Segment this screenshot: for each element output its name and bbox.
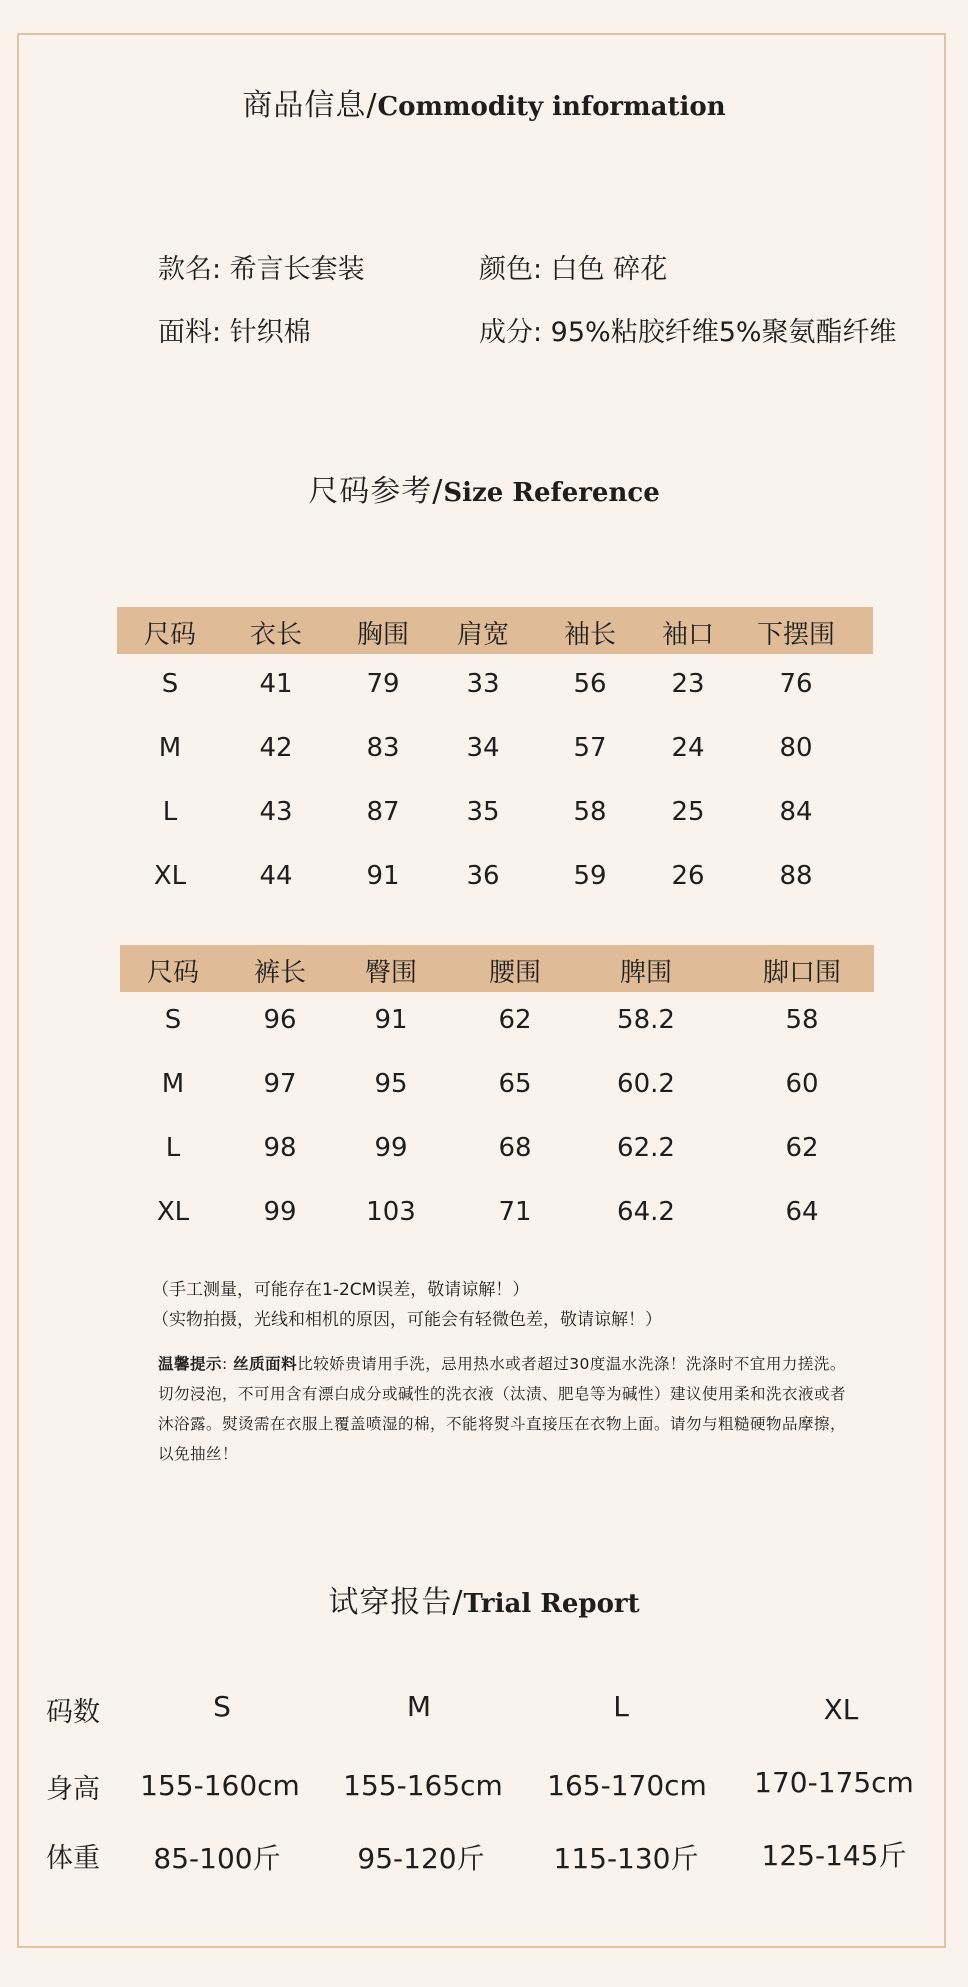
table-cell: 62 [785, 1133, 819, 1163]
table-cell: 84 [779, 797, 813, 827]
table-cell: 56 [573, 669, 607, 699]
table-cell: 99 [374, 1133, 408, 1163]
table-cell: 97 [263, 1069, 297, 1099]
trial-weight: 95-120斤 [357, 1842, 485, 1875]
table-cell: 76 [779, 669, 813, 699]
table-cell: 64 [785, 1197, 819, 1227]
size-label-cell: XL [153, 861, 187, 891]
trial-size: L [613, 1690, 629, 1723]
table-cell: 91 [366, 861, 400, 891]
trial-height: 155-165cm [343, 1769, 503, 1802]
table-cell: 91 [374, 1005, 408, 1035]
care-tip-label: 温馨提示 [158, 1355, 223, 1373]
table-cell: 59 [573, 861, 607, 891]
table-cell: 58 [573, 797, 607, 827]
table-cell: 98 [263, 1133, 297, 1163]
trial-label-weight: 体重 [46, 1843, 100, 1874]
trial-report-title-en: Trial Report [463, 1589, 640, 1619]
trial-weight: 125-145斤 [761, 1839, 907, 1872]
trial-size: XL [823, 1693, 859, 1726]
size-reference-title-cn: 尺码参考/ [308, 474, 444, 509]
column-header: 臀围 [364, 958, 418, 988]
trial-report-title [0, 1577, 968, 1621]
top-size-table [117, 607, 873, 907]
table-cell: 41 [259, 669, 293, 699]
care-tip-sep: : [222, 1355, 234, 1373]
care-tip-bold: 丝质面料 [233, 1355, 298, 1373]
size-reference-title [0, 466, 968, 510]
trial-size: S [213, 1690, 231, 1723]
column-header: 袖口 [661, 620, 715, 650]
table-cell: 44 [259, 861, 293, 891]
column-header: 袖长 [563, 620, 617, 650]
color-info: 颜色: 白色 碎花 [479, 254, 668, 285]
table-cell: 34 [466, 733, 500, 763]
commodity-title-en: Commodity information [377, 92, 726, 122]
style-name: 款名: 希言长套装 [158, 254, 365, 285]
table-cell: 24 [671, 733, 705, 763]
table-cell: 80 [779, 733, 813, 763]
table-cell: 99 [263, 1197, 297, 1227]
table-cell: 83 [366, 733, 400, 763]
column-header: 腰围 [488, 958, 542, 988]
table-cell: 36 [466, 861, 500, 891]
fabric-info: 面料: 针织棉 [158, 317, 311, 348]
table-cell: 42 [259, 733, 293, 763]
size-label-cell: XL [156, 1197, 190, 1227]
table-cell: 62 [498, 1005, 532, 1035]
trial-size: M [406, 1690, 432, 1723]
column-header: 尺码 [143, 620, 197, 650]
table-cell: 79 [366, 669, 400, 699]
table-cell: 96 [263, 1005, 297, 1035]
care-tip [158, 1349, 848, 1469]
table-cell: 60 [785, 1069, 819, 1099]
composition-info: 成分: 95%粘胶纤维5%聚氨酯纤维 [479, 317, 897, 348]
column-header: 衣长 [249, 620, 303, 650]
trial-weight: 85-100斤 [153, 1842, 281, 1875]
column-header: 胸围 [356, 620, 410, 650]
column-header: 尺码 [146, 958, 200, 988]
size-label-cell: L [162, 797, 178, 827]
column-header: 裤长 [253, 958, 307, 988]
trial-label-height: 身高 [46, 1774, 100, 1805]
table-cell: 65 [498, 1069, 532, 1099]
trial-height: 165-170cm [547, 1769, 707, 1802]
table-cell: 57 [573, 733, 607, 763]
table-cell: 26 [671, 861, 705, 891]
size-label-cell: S [161, 669, 179, 699]
trial-height: 170-175cm [754, 1766, 914, 1799]
table-cell: 64.2 [617, 1197, 675, 1227]
table-cell: 43 [259, 797, 293, 827]
table-cell: 103 [366, 1197, 416, 1227]
table-cell: 35 [466, 797, 500, 827]
column-header: 脚口围 [762, 958, 842, 988]
table-cell: 58 [785, 1005, 819, 1035]
size-reference-title-en: Size Reference [443, 478, 660, 508]
table-cell: 23 [671, 669, 705, 699]
column-header: 下摆围 [756, 620, 836, 650]
table-cell: 33 [466, 669, 500, 699]
trial-height: 155-160cm [140, 1769, 300, 1802]
table-cell: 88 [779, 861, 813, 891]
size-label-cell: L [165, 1133, 181, 1163]
color-note: （实物拍摄，光线和相机的原因，可能会有轻微色差，敬请谅解！） [152, 1310, 662, 1330]
trial-weight: 115-130斤 [553, 1842, 699, 1875]
table-cell: 62.2 [617, 1133, 675, 1163]
table-cell: 25 [671, 797, 705, 827]
commodity-title [0, 80, 968, 124]
table-cell: 87 [366, 797, 400, 827]
column-header: 肩宽 [456, 620, 510, 650]
table-cell: 60.2 [617, 1069, 675, 1099]
size-label-cell: S [164, 1005, 182, 1035]
table-cell: 95 [374, 1069, 408, 1099]
size-label-cell: M [161, 1069, 185, 1099]
pants-size-table [120, 945, 874, 1245]
care-tip-text: 比较娇贵请用手洗，忌用热水或者超过30度温水洗涤！洗涤时不宜用力搓洗。切勿浸泡，不可用含有漂白成分或碱性的洗衣液（汰渍、肥皂等为碱性）建议使用柔和洗衣液或者沐浴露。熨烫需在衣服上覆盖喷湿的棉，不能将熨斗直接压在衣物上面。请勿与粗糙硬物品摩擦，以免抽丝！ [158, 1355, 847, 1463]
trial-label-size: 码数 [46, 1697, 100, 1728]
table-cell: 58.2 [617, 1005, 675, 1035]
table-cell: 68 [498, 1133, 532, 1163]
size-label-cell: M [158, 733, 182, 763]
column-header: 脾围 [619, 958, 673, 988]
measurement-note: （手工测量，可能存在1-2CM误差，敬请谅解！） [152, 1280, 530, 1300]
trial-report-title-cn: 试穿报告/ [328, 1585, 464, 1620]
commodity-title-cn: 商品信息/ [242, 88, 378, 123]
table-cell: 71 [498, 1197, 532, 1227]
